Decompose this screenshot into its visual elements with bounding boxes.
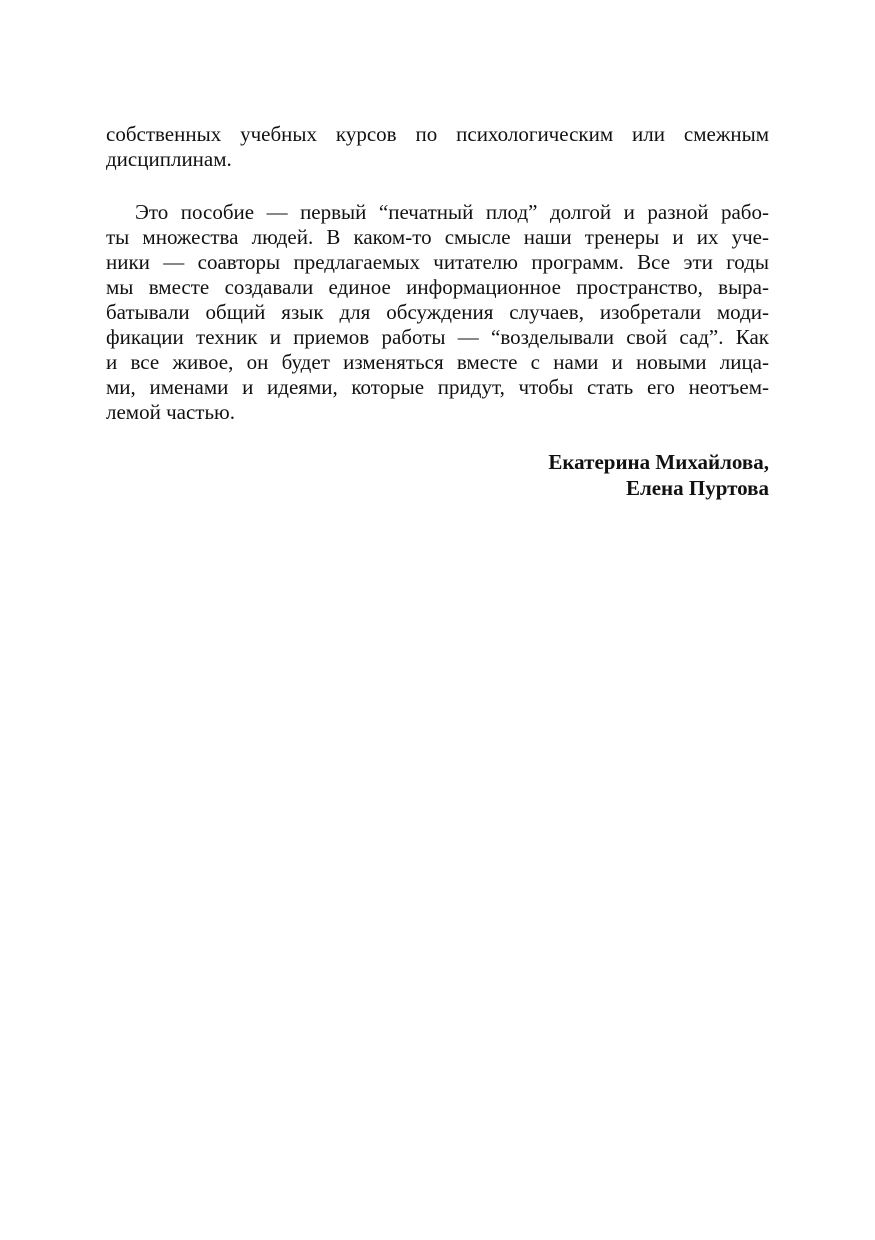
author-name: Екатерина Михайлова, (548, 450, 769, 474)
text-line: Это пособие — первый “печатный плод” долгой и разной рабо- (135, 200, 769, 224)
text-line: и все живое, он будет изменяться вместе с нами и новыми лица- (106, 350, 769, 374)
text-line: дисциплинам. (106, 147, 232, 171)
body-text (106, 122, 769, 425)
text-line: мы вместе создавали единое информационное пространство, выра- (106, 275, 769, 299)
text-line: ми, именами и идеями, которые придут, чтобы стать его неотъем- (106, 375, 769, 399)
text-line: ты множества людей. В каком-то смысле наши тренеры и их уче- (106, 225, 769, 249)
text-line: фикации техник и приемов работы — “возделывали свой сад”. Как (106, 325, 769, 349)
text-line: лемой частью. (106, 400, 235, 424)
signature-block (548, 449, 769, 501)
paragraph-spacer (106, 172, 769, 200)
text-line: ники — соавторы предлагаемых читателю программ. Все эти годы (106, 250, 769, 274)
text-line: батывали общий язык для обсуждения случаев, изобретали моди- (106, 300, 769, 324)
author-name: Елена Пуртова (625, 476, 769, 500)
text-line: собственных учебных курсов по психологическим или смежным (106, 122, 769, 146)
paragraph (106, 200, 769, 425)
paragraph-continued (106, 122, 769, 172)
